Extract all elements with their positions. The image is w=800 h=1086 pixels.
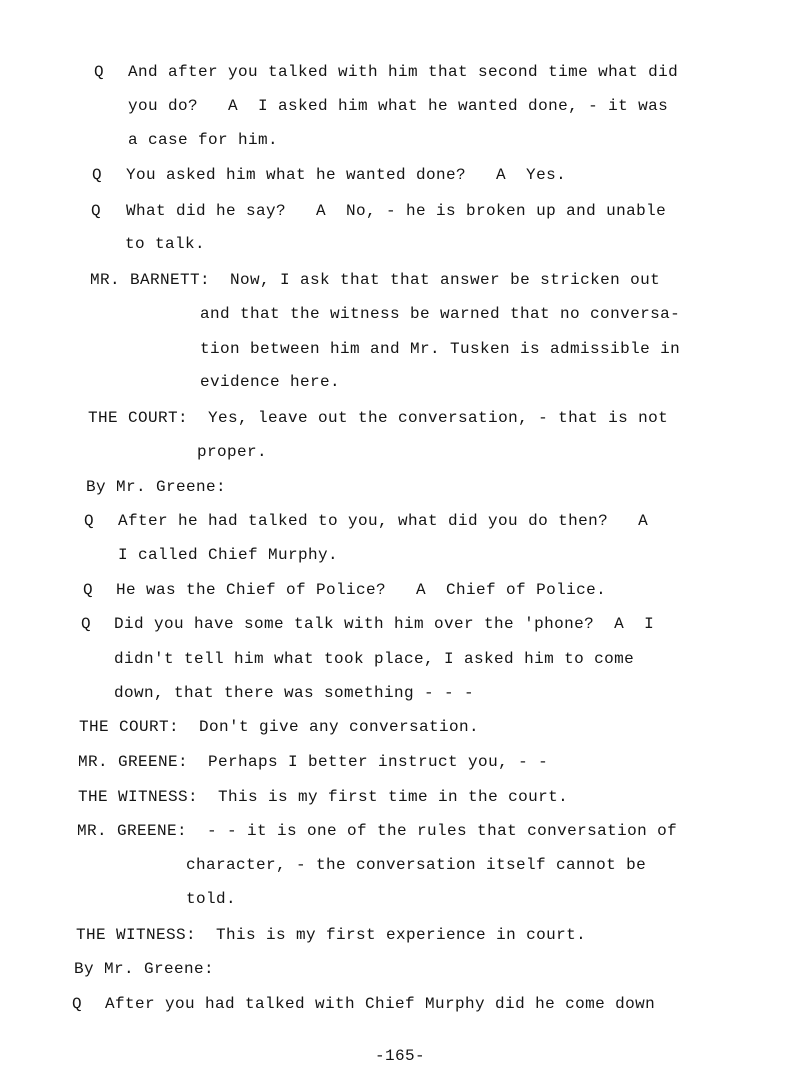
transcript-line: He was the Chief of Police? A Chief of Police.: [116, 581, 607, 599]
question-marker: Q: [83, 581, 94, 599]
speaker-line: THE WITNESS: This is my first experience in court.: [76, 926, 587, 944]
transcript-line: evidence here.: [200, 373, 341, 391]
transcript-line: character, - the conversation itself cannot be: [186, 856, 647, 874]
transcript-line: and that the witness be warned that no conversa-: [200, 305, 681, 323]
question-marker: Q: [91, 202, 102, 220]
question-marker: Q: [81, 615, 92, 633]
page-number: -165-: [374, 1047, 425, 1065]
question-marker: Q: [72, 995, 83, 1013]
transcript-line: After you had talked with Chief Murphy did he come down: [105, 995, 656, 1013]
transcript-line: a case for him.: [128, 131, 279, 149]
transcript-line: What did he say? A No, - he is broken up and unable: [126, 202, 667, 220]
speaker-line: MR. GREENE: Perhaps I better instruct you, - -: [78, 753, 549, 771]
transcript-line: tion between him and Mr. Tusken is admissible in: [200, 340, 681, 358]
question-marker: Q: [94, 63, 105, 81]
question-marker: Q: [84, 512, 95, 530]
transcript-line: down, that there was something - - -: [114, 684, 475, 702]
transcript-line: didn't tell him what took place, I asked him to come: [114, 650, 635, 668]
speaker-line: THE WITNESS: This is my first time in the court.: [78, 788, 569, 806]
transcript-line: After he had talked to you, what did you do then? A: [118, 512, 649, 530]
transcript-line: I called Chief Murphy.: [118, 546, 339, 564]
transcript-line: told.: [186, 890, 237, 908]
speaker-line: MR. BARNETT: Now, I ask that that answer be stricken out: [90, 271, 661, 289]
transcript-line: Did you have some talk with him over the 'phone? A I: [114, 615, 655, 633]
transcript-line: You asked him what he wanted done? A Yes.: [126, 166, 567, 184]
transcript-line: you do? A I asked him what he wanted done, - it was: [128, 97, 669, 115]
speaker-line: THE COURT: Yes, leave out the conversation, - that is not: [88, 409, 669, 427]
transcript-line: to talk.: [125, 235, 206, 253]
examiner-line: By Mr. Greene:: [74, 960, 215, 978]
speaker-line: MR. GREENE: - - it is one of the rules that conversation of: [77, 822, 678, 840]
transcript-line: proper.: [197, 443, 268, 461]
question-marker: Q: [92, 166, 103, 184]
examiner-line: By Mr. Greene:: [86, 478, 227, 496]
speaker-line: THE COURT: Don't give any conversation.: [79, 718, 480, 736]
transcript-line: And after you talked with him that second time what did: [128, 63, 679, 81]
